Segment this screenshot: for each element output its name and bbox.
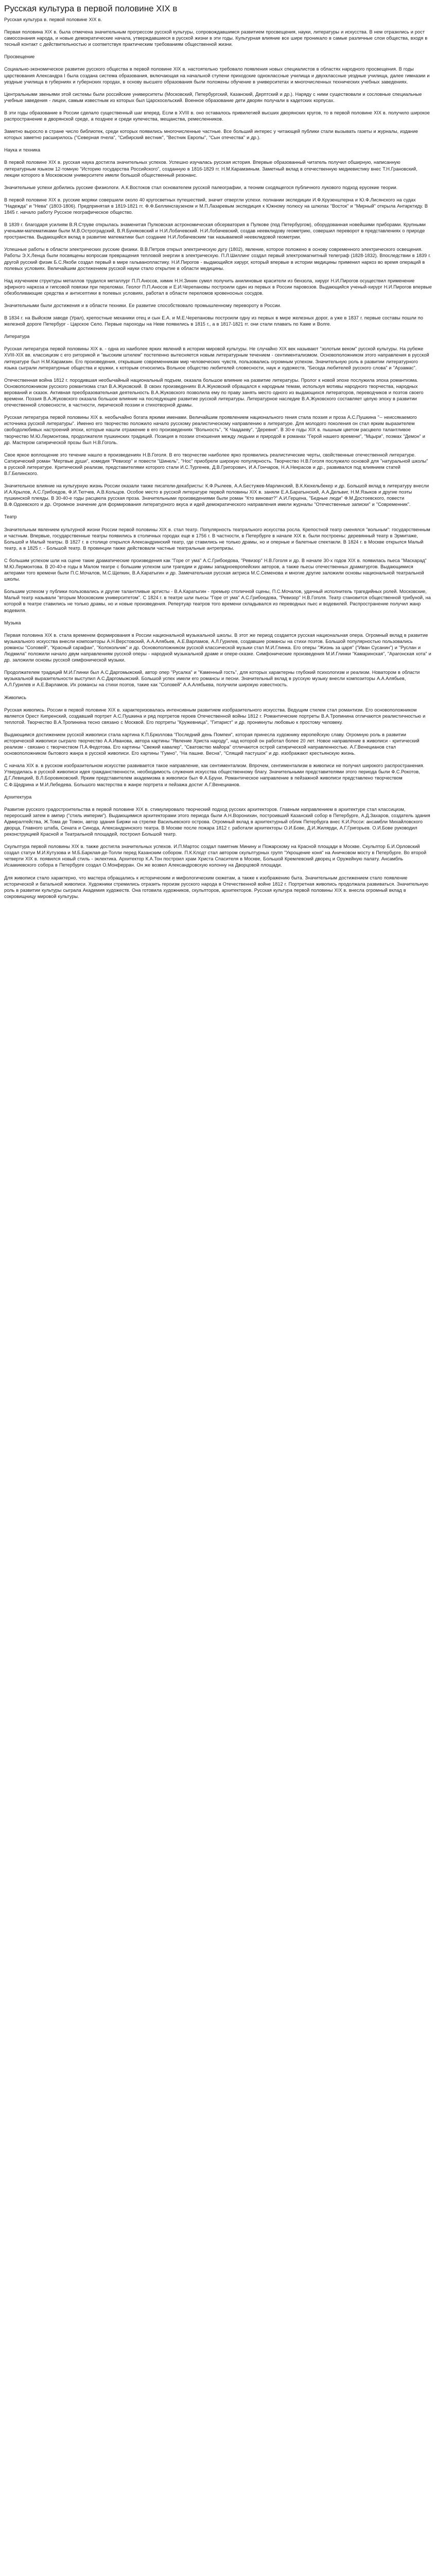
paragraph: Центральными звеньями этой системы были российские университеты (Московский, Петербургский, Казанский, Дерптский и др.). Наряду с ними существовали и сословные специальные учебные заведения - лицеи, самым известным из которых был Царскосельский. Военное образование дети дворян получали в кадетских корпусах. bbox=[4, 91, 422, 103]
paragraph: Большим успехом у публики пользовались и другие талантливые артисты - В.А.Каратыгин - премьер столичной сцены, П.С.Мочалов, удачный исполнитель трагедийных ролей. Московские, Малый театр называли "вторым Московским университетом". С 1824 г. в театре шли пьесы "Горе от ума" А.С.Грибоедова, "Ревизор" Н.В.Гоголя. Театр становится общественной трибуной, на которой в театре ставились не только драмы, но и новые произведения. Репертуар театров того времени складывался из переводных пьес и водевилей. Распространение получил жанр водевиля. bbox=[4, 589, 431, 613]
paragraph: Наука и техника bbox=[4, 147, 40, 153]
paragraph: Русская культура в. первой половине XIX в. bbox=[4, 17, 102, 22]
paragraph: Свое яркое воплощение это течение нашло в произведениях Н.В.Гоголя. В его творчестве наиболее ярко проявились реалистические черты, свойственные отечественной литературе. Сатирический роман "Мертвые души", комедия "Ревизор" и повести "Шинель", "Нос" приобрели широкую популярность. Творчество Н.В.Гоголя послужило основой для "натуральной школы" в русской литературе. Критический реализм, представителями которого стали И.С.Тургенев, Д.В.Григорович, И.А.Гончаров, Н.А.Некрасов и др., развивался под влиянием статей В.Г.Белинского. bbox=[4, 452, 428, 476]
paragraph: Архитектура bbox=[4, 794, 32, 800]
paragraph: Литература bbox=[4, 334, 30, 340]
paragraph: Для живописи стало характерно, что мастера обращались к историческим и мифологическим сюжетам, а также к изображению быта. Значительным достижением стало появление исторической и батальной живописи. Художники стремились отразить героизм русского народа в Отечественной войне 1812 г. Портретная живопись продолжала развиваться. Значительную роль в развитии культуры сыграла Академия художеств. Она готовила художников, скульпторов, архитекторов. Русская культура первой половины XIX в. внесла огромный вклад в сокровищницу мировой культуры. bbox=[4, 875, 428, 899]
paragraph: Выдающимся достижением русской живописи стала картина К.П.Брюллова "Последний день Помпеи", которая принесла художнику европейскую славу. Огромную роль в развитии исторической живописи сыграло творчество А.А.Иванова, автора картины "Явление Христа народу", над которой он работал более 20 лет. Новое направление в живописи - критический реализм - связано с творчеством П.А.Федотова. Его картины "Свежий кавалер", "Сватовство майора" отличаются острой сатирической направленностью. А.Г.Венецианов стал основоположником бытового жанра в русской живописи. Его картины "Гумно", "На пашне. Весна", "Спящий пастушок" и др. изображают крестьянскую жизнь. bbox=[4, 732, 420, 756]
paragraph: Театр bbox=[4, 514, 17, 520]
paragraph: В первой половине XIX в. русские моряки совершили около 40 кругосветных путешествий, значит отвергли успехи. полнании экспедиции И.Ф.Крузенштерна и Ю.Ф.Лисянского на судах "Надежда" и "Нева" (1803-1806). Предпринятая в 1819-1821 гг. Ф.Ф.Беллинсгаузеном и М.П.Лазаревым экспедиция к Южному полюсу на шлюпах "Восток" и "Мирный" открыла Антарктиду. В 1845 г. начало работу Русское географическое общество. bbox=[4, 197, 428, 215]
paragraph: Значительным явлением культурной жизни России первой половины XIX в. стал театр. Популярность театрального искусства росла. Крепостной театр сменялся "вольным": государственным и частным. Впервые, государственные театры появились в столичных городах еще в 1756 г. В частности, в Петербурге в начале XIX в. были построены: деревянный театр в Эрмитаже, Большой и Малый театры. В 1827 г. в столице открылся Александринский театр, где ставились не только драмы, но и оперные и балетные спектакли. В 1824 г. в Москве открылся Малый театр, а в 1825 г. - Большой театр. В провинции также действовали частные театральные антрепризы. bbox=[4, 527, 430, 551]
paragraph: Русская живопись. России в первой половине XIX в. характеризовалась интенсивным развитием изобразительного искусства. Ведущим стилем стал романтизм. Его основоположником является Орест Кипренский, создавший портрет А.С.Пушкина и ряд портретов героев Отечественной войны 1812 г. Романтические портреты В.А.Тропинина отличаются реалистичностью и теплотой. Творчество В.А.Тропинина тесно связано с Москвой. Его портреты "Кружевница", "Гитарист" и др. проникнуты любовью к простому человеку. bbox=[4, 707, 426, 725]
paragraph: С начала XIX в. в русском изобразительном искусстве развивается такое направление, как сентиментализм. Впрочем, сентиментализм в живописи не получил широкого распространения. Утвердилась в русской живописи идея гражданственности, необходимость служения искусства общественному благу. Значительными представителями этого периода были Ф.С.Рокотов, Д.Г.Левицкий, В.Л.Боровиковский. Ярким представителем академизма в живописи был Ф.А.Бруни. Романтическое направление в пейзажной живописи представлено творчеством С.Ф.Щедрина и М.И.Лебедева. Большого мастерства в жанре портрета и пейзажа достиг А.Г.Венецианов. bbox=[4, 763, 425, 787]
paragraph: Над изучением структуры металлов трудился металлург П.П.Аносов, химик Н.Н.Зинин сумел получить анилиновые красители из бензола, хирург Н.И.Пирогов осуществил применение эфирного наркоза и гипсовой повязки при переломах. Геолог П.П.Аносов и Е.И.Черепановы построили один из первых в России паровозов. Выдающийся ученый-хирург Н.И.Пирогов впервые обезболивающие средства и антисептики в полевых условиях, работал в области переломов кровеносных сосудов. bbox=[4, 278, 432, 296]
paragraph: Русская литература первой половины XIX в. необычайно богата яркими именами. Величайшим проявлением национального гения стала поэзия и проза А.С.Пушкина "-- неиссякаемого источника русской литературы". Именно его творчество положило начало русскому реалистическому направлению в литературе. Для молодого поколения он стал ярким выразителем свободолюбивых настроений эпохи, которые нашли отражение в его произведениях "Вольность", "К Чаадаеву", "Деревня". В 30-е годы XIX в. пышным цветом расцвело талантливое творчество М.Ю.Лермонтова, продолжателя пушкинских традиций. Позиция в поэзии отношения между людьми и природой в романах "Герой нашего времени", "Мцыри", поэмах "Демон" и др. Мастером сатирической прозы был Н.В.Гоголь. bbox=[4, 415, 425, 445]
paragraph: С большим успехом шли на сцене такие драматические произведения как "Горе от ума" А.С.Грибоедова, "Ревизор" Н.В.Гоголя и др. В начале 30-х годов XIX в. появилась пьеса "Маскарад" М.Ю.Лермонтова. В 20-40-е годы в Малом театре с большим успехом шли трагедии и драмы западноевропейских авторов, а также пьесы отечественных драматургов. Выдающимися актерами того времени были П.С.Мочалов, М.С.Щепкин, В.А.Каратыгин и др. Замечательная русская актриса М.С.Семенова и многие другие заложили основы национальной театральной школы. bbox=[4, 557, 427, 582]
paragraph: Социально-экономическое развитие русского общества в первой половине XIX в. настоятельно требовало появления новых специалистов в областях народного просвещения. В годы царствования Александра I была создана система образования, включающая на начальной ступени приходские одноклассные училища и двухклассные уездные училища, далее гимназии и уездные училища в губерниях и губернских городах, в основу высшего образования были положены обучение в университетах и многочисленных технических учебных заведениях. bbox=[4, 66, 430, 84]
page-title: Русская культура в первой половине XIX в bbox=[4, 4, 178, 13]
paragraph: Значительными были достижения и в области техники. Ее развитие способствовало промышленному перевороту в России. bbox=[4, 303, 282, 308]
paragraph: Русская литература первой половины XIX в. - одна из наиболее ярких явлений в истории мировой культуры. Не случайно XIX век называют "золотым веком" русской культуры. На рубеже XVIII-XIX вв. классицизм с его риторикой и "высоким штилем" постепенно вытесняется новым литературным течением - сентиментализмом. Основоположником этого направления в русской литературе был Н.М.Карамзин. Его произведения, открывшие современникам мир человеческих чувств, пользовались огромным успехом. Значительную роль в развитии литературного языка сыграли литературные общества и кружки, к которым относились Вольное общество любителей словесности, наук и художеств, "Беседа любителей русского слова" и "Арзамас". bbox=[4, 346, 429, 370]
paragraph: Значительные успехи добились русские физиологи. А.К.Востоков стал основателем русской палеографии, а теоним сходящегося публичного лукового подход ерусекие теории. bbox=[4, 184, 398, 190]
paragraph: Первая половина XIX в. стала временем формирования в России национальной музыкальной школы. В этот же период создается русская национальная опера. Огромный вклад в развитие музыкального искусства внесли композиторы А.Н.Верстовский, А.А.Алябьев, А.Е.Варламов, А.Л.Гурилев, создавшие романсы на стихи поэтов. Большой популярностью пользовались романсы "Соловей", "Красный сарафан", "Колокольчик" и др. Основоположником русской классической музыки стал М.И.Глинка. Его оперы "Жизнь за царя" ("Иван Сусанин") и "Руслан и Людмила" положили начало двум направлениям русской оперы - народной музыкальной драме и опере-сказке. Симфонические произведения М.И.Глинки "Камаринская", "Арагонская хота" и др. заложили основы русской симфонической музыки. bbox=[4, 632, 431, 663]
paragraph: Первая половина XIX в. была отмечена значительным прогрессом русской культуры, сопровождавшимся развитием просвещения, науки, литературы и искусства. В нем отразились и рост самосознания народа, и новые демократические начала, утверждавшиеся в русской жизни в эти годы. Культурная влияние все шире проникало в самые различные слои общества, входя в тесный контакт с действительностью и соответствуя практическим требованиям общественной жизни. bbox=[4, 29, 428, 47]
paragraph: В эти годы образование в России сделало существенный шаг вперед. Если в XVIII в. оно оставалось привилегией высших дворянских кругов, то в первой половине XIX в. получило широкое распространение в дворянской среде, а позднее и среди купечества, мещанства, ремесленников. bbox=[4, 110, 430, 122]
paragraph: Заметно выросло в стране число библиотек, среди которых появились многочисленные частные. Все больший интерес у читающей публики стали вызывать газеты и журналы, издание которых заметно расширилось ("Северная пчела", "Сибирский вестник", "Вестник Европы", "Сын отечества" и др.). bbox=[4, 129, 418, 141]
paragraph: В 1839 г. благодаря усилиям В.Я.Струве открылась знаменитая Пулковская астрономическая обсерватория в Пулкове (под Петербургом), оборудованная новейшими приборами. Крупными учеными-математиками были М.В.Остроградский, В.Я.Буняковский и Н.И.Лобачевский. Н.И.Лобачевский, создав неевклидову геометрию, совершил переворот в представлениях о природе пространства. Выдающийся вклад в развитие математики был создание Н.И.Лобачевским так называемой неевклидовой геометрии. bbox=[4, 222, 426, 240]
paragraph: В первой половине XIX в. русская наука достигла значительных успехов. Успешно изучалась русская история. Впервые образованный читатель получил обширную, написанную литературным языком 12-томную "Историю государства Российского", созданную в 1816-1829 гг. Н.М.Карамзиным. Заметный вклад в отечественную медиевистику внес Т.Н.Грановский, лекции которого в Московском университете имели большой общественный резонанс. bbox=[4, 160, 417, 178]
paragraph: Продолжателем традиций М.И.Глинки был А.С.Даргомыжский, автор опер "Русалка" и "Каменный гость", для которых характерны глубокий психологизм и реализм. Новатором в области музыкальной выразительности выступил А.С.Даргомыжский. Большой успех имели его романсы и песни. Значительный вклад в русскую музыку внесли композиторы А.А.Алябьев, А.Л.Гурилев и А.Е.Варламов. Их романсы на стихи поэтов, такие как "Соловей" А.А.Алябьева, получили широкую известность. bbox=[4, 670, 420, 688]
paragraph: Значительное влияние на культурную жизнь России оказали также писатели-декабристы: К.Ф.Рылеев, А.А.Бестужев-Марлинский, В.К.Кюхельбекер и др. Большой вклад в литературу внесли И.А.Крылов, А.С.Грибоедов, Ф.И.Тютчев, А.В.Кольцов. Особое место в русской литературе первой половины XIX в. заняли Е.А.Баратынский, А.А.Дельвиг, Н.М.Языков и другие поэты пушкинской плеяды. В 30-40-е годы расцвела русская проза. Значительными произведениями были роман "Кто виноват?" А.И.Герцена, "Бедные люди" Ф.М.Достоевского, повести В.Ф.Одоевского и др. Огромное значение для формирования литературного вкуса и идей демократического направления имели журналы "Отечественные записки" и "Современник". bbox=[4, 483, 429, 507]
paragraph: Успешные работы в области электрических русские физики. В.В.Петров открыл электрическую дугу (1802), явление, которое положено в основу современного электрического освещения. Работы Э.Х.Ленца были посвящены вопросам превращения тепловой энергии в электрическую. П.Л.Шиллинг создал первый электромагнитный телеграф (1828-1832). Впоследствии в 1839 г. другой русский физик Б.С.Якоби создал первый в мире гальванопластику. Н.И.Пирогов - выдающийся хирург, который впервые в истории медицины применил наркоз во время операций в полевых условиях. Величайшим достижением русской науки стало открытие в области медицины. bbox=[4, 247, 431, 271]
article bbox=[0, 0, 436, 912]
article-body bbox=[4, 16, 432, 900]
paragraph: Просвещение bbox=[4, 54, 35, 60]
paragraph: Живопись bbox=[4, 694, 26, 700]
paragraph: Скульптура первой половины XIX в. также достигла значительных успехов. И.П.Мартос создал памятник Минину и Пожарскому на Красной площади в Москве. Скульптор Б.И.Орловский создал статуи М.И.Кутузова и М.Б.Барклая-де-Толли перед Казанским собором. П.К.Клодт стал автором скульптурных групп "Укрощение коня" на Аничковом мосту в Петербурге. Во второй четверти XIX в. появился новый стиль - эклектика. Архитектор К.А.Тон построил храм Христа Спасителя в Москве, Большой Кремлевский дворец и Оружейную палату. Ансамбль Исаакиевского собора в Петербурге создал О.Монферран. Он же возвел Александровскую колонну на Дворцовой площади. bbox=[4, 844, 427, 868]
paragraph: Развитие русского градостроительства в первой половине XIX в. стимулировало творческий подход русских архитекторов. Главным направлением в архитектуре стал классицизм, переросший затем в ампир ("стиль империи"). Выдающимися архитекторами этого периода были А.Н.Воронихин, построивший Казанский собор в Петербурге, А.Д.Захаров, создатель здания Адмиралтейства, Ж.Тома де Томон, автор здания Биржи на стрелке Васильевского острова. Огромный вклад в архитектурный облик Петербурга внес К.И.Росси: ансамбли Михайловского дворца, Главного штаба, Сената и Синода, Александринского театра. В Москве после пожара 1812 г. работали архитекторы О.И.Бове, Д.И.Жилярди, А.Г.Григорьев. О.И.Бове руководил реконструкцией Красной и Театральной площадей, построил Большой театр. bbox=[4, 806, 430, 837]
paragraph: Музыка bbox=[4, 620, 21, 625]
paragraph: Отечественная война 1812 г. породившая необычайный национальный подъем, оказала большое влияние на развитие литературы. Пролог к новой эпохе послужила эпоха романтизма. Основоположником русского романтизма стал В.А.Жуковский. В своих произведениях В.А.Жуковский обращался к народным темам, используя мотивы народного творчества, народных верований и сказок. Активная преобразовательная деятельность В.А.Жуковского позволила ему по праву занять место одного из выдающихся литераторов, переводчиков и поэтов своего времени. Поэзия В.А.Жуковского оказала большое влияние на последующее развитие русской литературы. Литературное наследие В.А.Жуковского составляет целую эпоху в развитии отечественной словесности, в частности, лирической поэзии и стихотворной драмы. bbox=[4, 377, 424, 408]
paragraph: В 1834 г. на Выйском заводе (Урал), крепостные механики отец и сын Е.А. и М.Е.Черепановы построили одну из первых в мире железных дорог, а уже в 1837 г. первые составы пошли по железной дороге Петербург - Царское Село. Первые пароходы на Неве появились в 1815 г., а в 1817-1821 гг. они стали плавать по Каме и Волге. bbox=[4, 315, 423, 327]
